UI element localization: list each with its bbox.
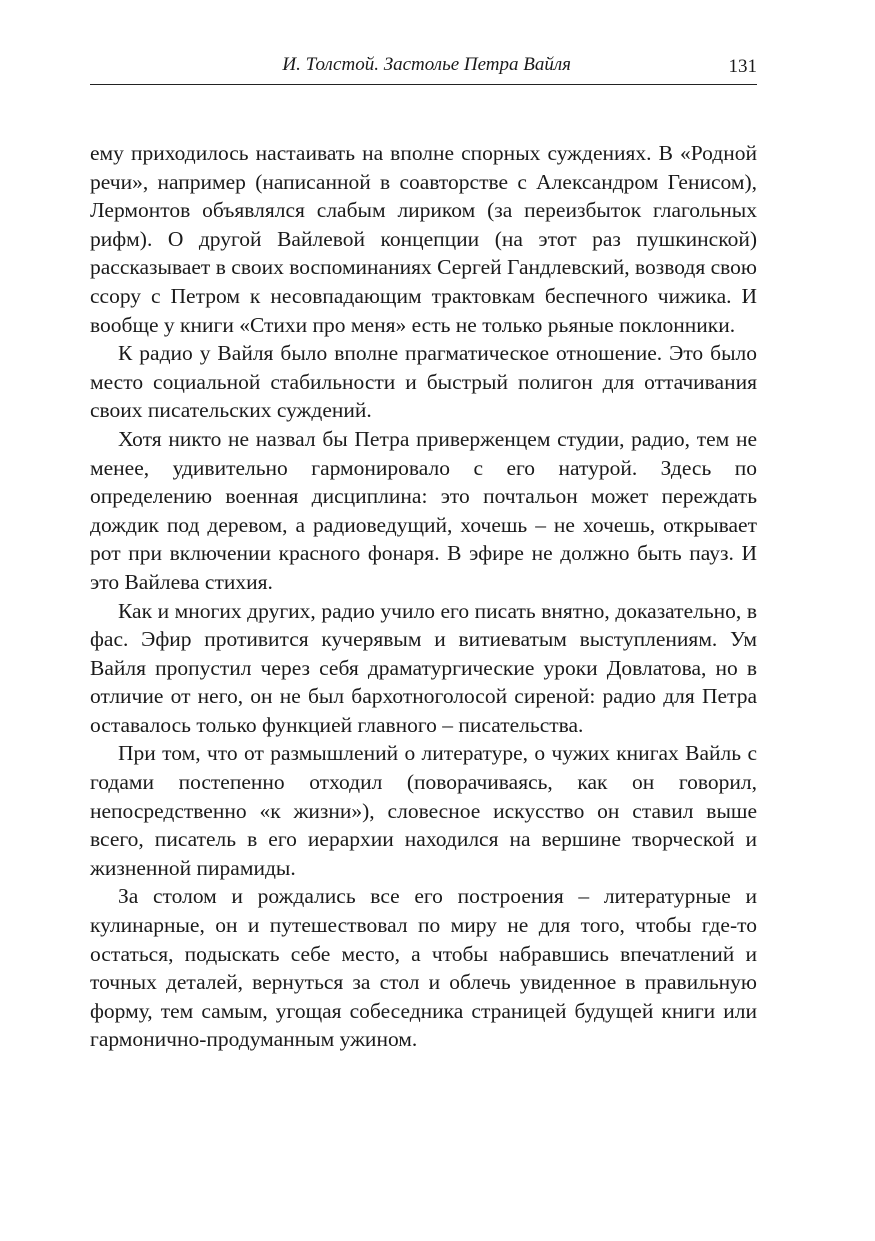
paragraph: Как и многих других, радио учило его писать внятно, доказательно, в фас. Эфир противится кучерявым и витиеватым выступлениям. Ум Вайля пропустил через себя драматургические уроки Довлатова, но в отличие от него, он не был бархотноголосой сиреной: радио для Петра оставалось только функцией главного – писательства. xyxy=(90,598,757,737)
body-text xyxy=(90,139,757,1054)
paragraph: При том, что от размышлений о литературе, о чужих книгах Вайль с годами постепенно отходил (поворачиваясь, как он говорил, непосредственно «к жизни»), словесное искусство он ставил выше всего, писатель в его иерархии находился на вершине творческой и жизненной пирамиды. xyxy=(90,741,757,880)
running-title: И. Толстой. Застолье Петра Вайля xyxy=(282,54,571,75)
page-number: 131 xyxy=(728,56,757,77)
paragraph: ему приходилось настаивать на вполне спорных суждениях. В «Родной речи», например (написанной в соавторстве с Александром Генисом), Лермонтов объявлялся слабым лириком (за переизбыток глагольных рифм). О другой Вайлевой концепции (на этот раз пушкинской) рассказывает в своих воспоминаниях Сергей Гандлевский, возводя свою ссору с Петром к несовпадающим трактовкам беспечного чижика. И вообще у книги «Стихи про меня» есть не только рьяные поклонники. xyxy=(90,141,757,337)
paragraph: Хотя никто не назвал бы Петра приверженцем студии, радио, тем не менее, удивительно гармонировало с его натурой. Здесь по определению военная дисциплина: это почтальон может переждать дождик под деревом, а радиоведущий, хочешь – не хочешь, открывает рот при включении красного фонаря. В эфире не должно быть пауз. И это Вайлева стихия. xyxy=(90,426,757,594)
header-rule xyxy=(90,84,757,85)
paragraph: За столом и рождались все его построения – литературные и кулинарные, он и путешествовал по миру не для того, чтобы где-то остаться, подыскать себе место, а чтобы набравшись впечатлений и точных деталей, вернуться за стол и облечь увиденное в правильную форму, тем самым, угощая собеседника страницей будущей книги или гармонично-продуманным ужином. xyxy=(90,884,757,1052)
running-header xyxy=(90,52,757,82)
paragraph: К радио у Вайля было вполне прагматическое отношение. Это было место социальной стабильности и быстрый полигон для оттачивания своих писательских суждений. xyxy=(90,341,757,423)
